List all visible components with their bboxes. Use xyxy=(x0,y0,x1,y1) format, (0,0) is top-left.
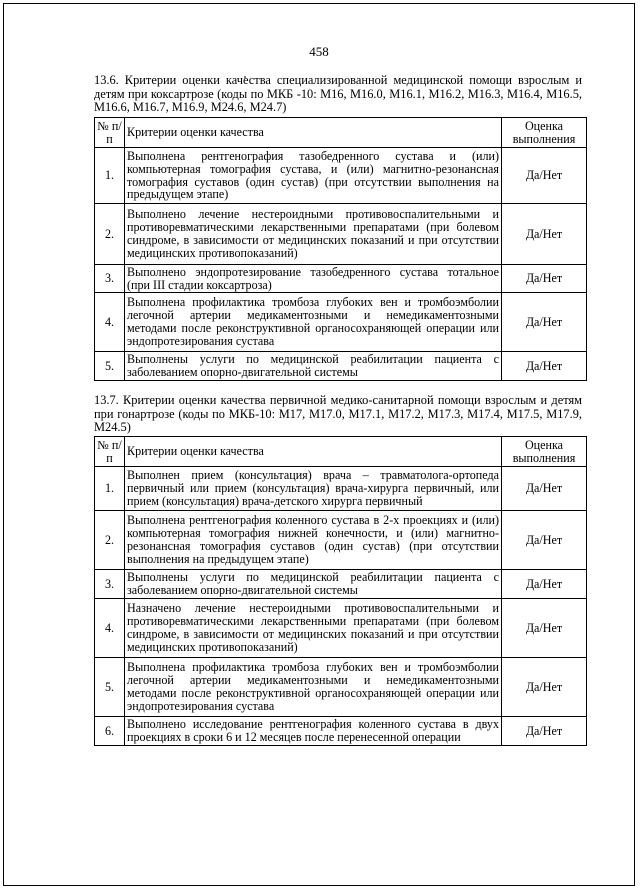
header-score: Оценка выполнения xyxy=(502,437,587,467)
row-criteria: Выполнены услуги по медицинской реабилитации пациента с заболеванием опорно-двигательной системы xyxy=(125,352,502,381)
row-num: 3. xyxy=(95,570,125,599)
row-score: Да/Нет xyxy=(502,204,587,265)
table-row xyxy=(95,658,587,717)
table-header-row xyxy=(95,118,587,148)
row-score: Да/Нет xyxy=(502,148,587,204)
row-num: 5. xyxy=(95,658,125,717)
row-score: Да/Нет xyxy=(502,352,587,381)
table-row xyxy=(95,265,587,293)
document-page xyxy=(3,3,635,886)
row-score: Да/Нет xyxy=(502,599,587,658)
table-row xyxy=(95,599,587,658)
header-criteria: Критерии оценки качества xyxy=(125,437,502,467)
row-score: Да/Нет xyxy=(502,293,587,352)
row-criteria: Выполнена профилактика тромбоза глубоких вен и тромбоэмболии легочной артерии медикаментозными и немедикаментозными методами после реконструктивной органосохраняющей операции или эндопротезирования сустава xyxy=(125,293,502,352)
section-13-7-title: 13.7. Критерии оценки качества первичной медико-санитарной помощи взрослым и детям при гонартрозе (коды по МКБ-10: M17, M17.0, M17.1, M17.2, M17.3, M17.4, M17.5, M17.9, M24.5) xyxy=(94,393,582,434)
criteria-table-13-6 xyxy=(94,117,587,381)
table-row xyxy=(95,467,587,511)
row-score: Да/Нет xyxy=(502,467,587,511)
section-13-6-title: 13.6. Критерии оценки качества специализированной медицинской помощи взрослым и детям при коксартрозе (коды по МКБ -10: M16, M16.0, M16.1, M16.2, M16.3, M16.4, M16.5, M16.6, M16.7, M16.9, M24.6, M24.7) xyxy=(94,73,582,114)
row-num: 5. xyxy=(95,352,125,381)
header-criteria: Критерии оценки качества xyxy=(125,118,502,148)
row-score: Да/Нет xyxy=(502,717,587,746)
header-num: № п/п xyxy=(95,118,125,148)
table-row xyxy=(95,293,587,352)
table-row xyxy=(95,511,587,570)
table-row xyxy=(95,148,587,204)
row-criteria: Выполнено эндопротезирование тазобедренного сустава тотальное (при III стадии коксартроза) xyxy=(125,265,502,293)
row-criteria: Выполнено исследование рентгенография коленного сустава в двух проекциях в сроки 6 и 12 месяцев после перенесенной операции xyxy=(125,717,502,746)
row-criteria: Выполнена профилактика тромбоза глубоких вен и тромбоэмболии легочной артерии медикаментозными и немедикаментозными методами после реконструктивной органосохраняющей операции или эндопротезирования сустава xyxy=(125,658,502,717)
criteria-table-13-7 xyxy=(94,436,587,746)
table-header-row xyxy=(95,437,587,467)
row-score: Да/Нет xyxy=(502,511,587,570)
row-criteria: Выполнена рентгенография коленного сустава в 2-х проекциях и (или) компьютерная томография нижней конечности, и (или) магнитно-резонансная томография суставов (один сустав) (при отсутствии выполнения на предыдущем этапе) xyxy=(125,511,502,570)
row-num: 1. xyxy=(95,148,125,204)
row-num: 4. xyxy=(95,599,125,658)
header-num: № п/п xyxy=(95,437,125,467)
row-criteria: Выполнена рентгенография тазобедренного сустава и (или) компьютерная томография сустава, и (или) магнитно-резонансная томография суставов (один сустав) (при отсутствии выполнения на предыдущем этапе) xyxy=(125,148,502,204)
row-num: 2. xyxy=(95,511,125,570)
row-score: Да/Нет xyxy=(502,570,587,599)
row-criteria: Выполнен прием (консультация) врача – травматолога-ортопеда первичный или прием (консультация) врача-хирурга первичный, или прием (консультация) врача-детского хирурга первичный xyxy=(125,467,502,511)
table-row xyxy=(95,352,587,381)
row-num: 4. xyxy=(95,293,125,352)
table-row xyxy=(95,570,587,599)
row-score: Да/Нет xyxy=(502,658,587,717)
row-num: 6. xyxy=(95,717,125,746)
row-criteria: Назначено лечение нестероидными противовоспалительными и противоревматическими лекарственными препаратами (при болевом синдроме, в зависимости от медицинских показаний и при отсутствии медицинских противопоказаний) xyxy=(125,599,502,658)
row-num: 2. xyxy=(95,204,125,265)
row-score: Да/Нет xyxy=(502,265,587,293)
row-num: 3. xyxy=(95,265,125,293)
header-score: Оценка выполнения xyxy=(502,118,587,148)
row-criteria: Выполнено лечение нестероидными противовоспалительными и противоревматическими лекарственными препаратами (при болевом синдроме, в зависимости от медицинских показаний и при отсутствии медицинских противопоказаний) xyxy=(125,204,502,265)
table-row xyxy=(95,204,587,265)
row-num: 1. xyxy=(95,467,125,511)
table-row xyxy=(95,717,587,746)
page-number: 458 xyxy=(309,44,329,59)
row-criteria: Выполнены услуги по медицинской реабилитации пациента с заболеванием опорно-двигательной системы xyxy=(125,570,502,599)
